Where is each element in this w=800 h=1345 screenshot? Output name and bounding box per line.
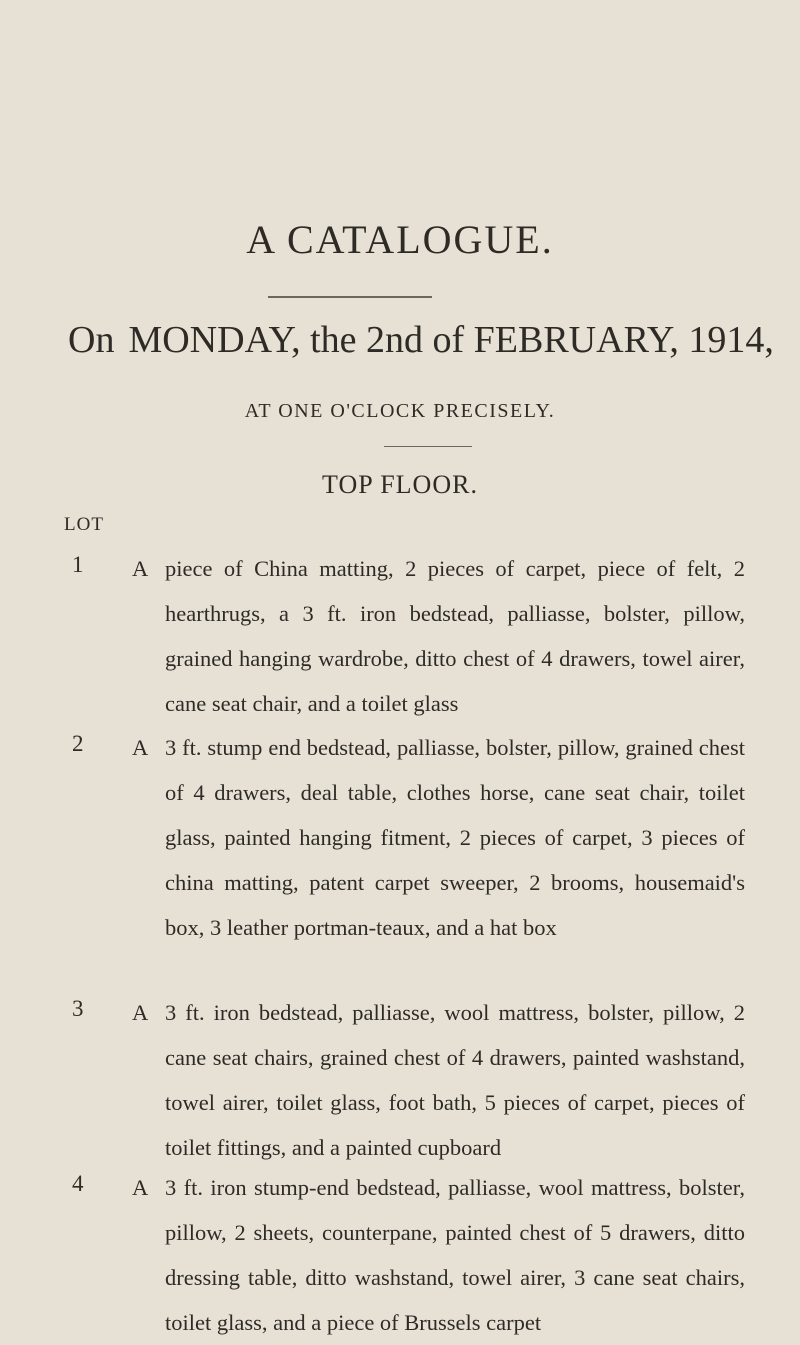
- lot-description: [132, 725, 745, 950]
- lot-description: [132, 990, 745, 1170]
- lot-lead: A: [132, 1175, 149, 1200]
- lot-lead: A: [132, 735, 149, 760]
- title-divider: [268, 296, 432, 298]
- lot-text: 3 ft. stump end bedstead, palliasse, bolster, pillow, grained chest of 4 drawers, deal table, clothes horse, cane seat chair, toilet glass, painted hanging fitment, 2 pieces of carpet, 3 pieces of china matting, patent carpet sweeper, 2 brooms, housemaid's box, 3 leather portman-teaux, and a hat box: [165, 735, 745, 940]
- lot-description: [132, 1165, 745, 1345]
- sale-date-line: [68, 318, 774, 362]
- date-prefix: On: [68, 319, 115, 361]
- lot-text: 3 ft. iron stump-end bedstead, palliasse, wool mattress, bolster, pillow, 2 sheets, counterpane, painted chest of 5 drawers, ditto dressing table, ditto washstand, towel airer, 3 cane seat chairs, toilet glass, and a piece of Brussels carpet: [165, 1175, 745, 1335]
- lot-text: 3 ft. iron bedstead, palliasse, wool mattress, bolster, pillow, 2 cane seat chairs, grained chest of 4 drawers, painted washstand, towel airer, toilet glass, foot bath, 5 pieces of carpet, pieces of toilet fittings, and a painted cupboard: [165, 1000, 745, 1160]
- catalogue-title: A CATALOGUE.: [246, 217, 554, 262]
- lot-number: 3: [72, 996, 84, 1021]
- lot-text: piece of China matting, 2 pieces of carpet, piece of felt, 2 hearthrugs, a 3 ft. iron bedstead, palliasse, bolster, pillow, grained hanging wardrobe, ditto chest of 4 drawers, towel airer, cane seat chair, and a toilet glass: [165, 556, 745, 716]
- lot-lead: A: [132, 556, 149, 581]
- lot-lead: A: [132, 1000, 149, 1025]
- lot-number: 1: [72, 552, 84, 577]
- sale-time: AT ONE O'CLOCK PRECISELY.: [244, 400, 556, 422]
- lot-description: [132, 546, 745, 726]
- lot-column-label: LOT: [64, 514, 104, 535]
- section-heading-top-floor: TOP FLOOR.: [322, 470, 478, 499]
- sale-date: MONDAY, the 2nd of FEBRUARY, 1914,: [128, 319, 774, 361]
- time-divider: [384, 446, 472, 447]
- lot-number: 2: [72, 731, 84, 756]
- lot-number: 4: [72, 1171, 84, 1196]
